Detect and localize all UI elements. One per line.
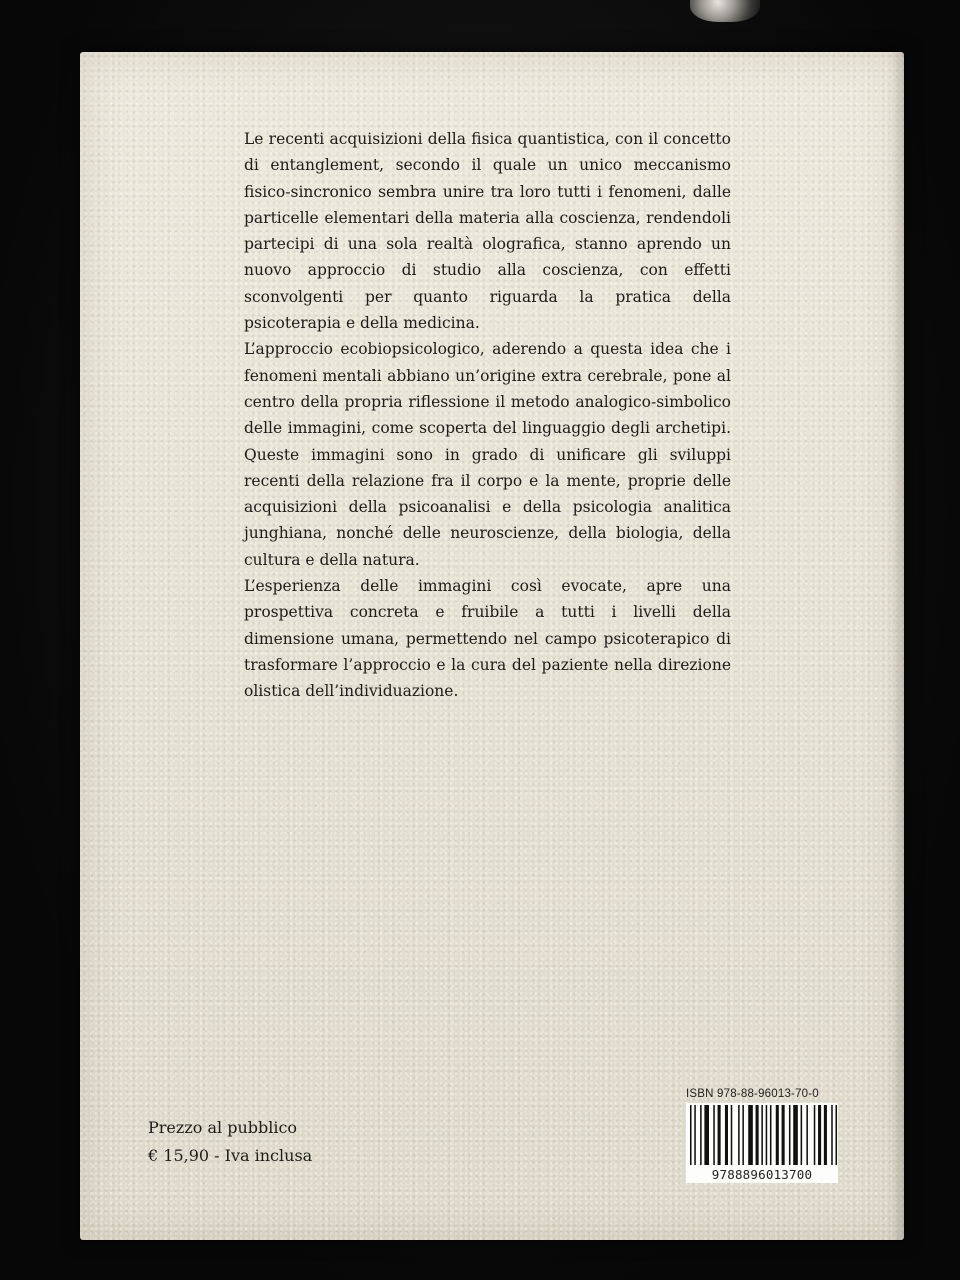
price-value: € 15,90 - Iva inclusa (148, 1146, 313, 1165)
corner-object (690, 0, 760, 22)
book-page-edge (890, 52, 904, 1240)
price-block (148, 1114, 312, 1170)
barcode-digits: 9788896013700 (686, 1167, 838, 1183)
blurb-paragraph-3: L’esperienza delle immagini così evocate, apre una prospettiva concreta e fruibile a tutti i livelli della dimensione umana, permettendo nel campo psicoterapico di trasformare l’approccio e la cura del paziente nella direzione olistica dell’individuazione. (244, 577, 731, 701)
barcode-icon (686, 1103, 838, 1167)
blurb-text (244, 126, 731, 705)
blurb-paragraph-1: Le recenti acquisizioni della fisica quantistica, con il concetto di entanglement, secondo il quale un unico meccanismo fisico-sincronico sembra unire tra loro tutti i fenomeni, dalle particelle elementari della materia alla coscienza, rendendoli partecipi di una sola realtà olografica, stanno aprendo un nuovo approccio di studio alla coscienza, con effetti sconvolgenti per quanto riguarda la pratica della psicoterapia e della medicina. (244, 130, 731, 333)
isbn-barcode-block (686, 1088, 836, 1183)
isbn-label: ISBN 978-88-96013-70-0 (686, 1088, 819, 1100)
book-back-cover (80, 52, 904, 1240)
price-label: Prezzo al pubblico (148, 1118, 298, 1137)
blurb-paragraph-2: L’approccio ecobiopsicologico, aderendo a questa idea che i fenomeni mentali abbiano un’origine extra cerebrale, pone al centro della propria riflessione il metodo analogico-simbolico delle immagini, come scoperta del linguaggio degli archetipi. Queste immagini sono in grado di unificare gli sviluppi recenti della relazione fra il corpo e la mente, proprie delle acquisizioni della psicoanalisi e della psicologia analitica junghiana, nonché delle neuroscienze, della biologia, della cultura e della natura. (244, 340, 731, 569)
